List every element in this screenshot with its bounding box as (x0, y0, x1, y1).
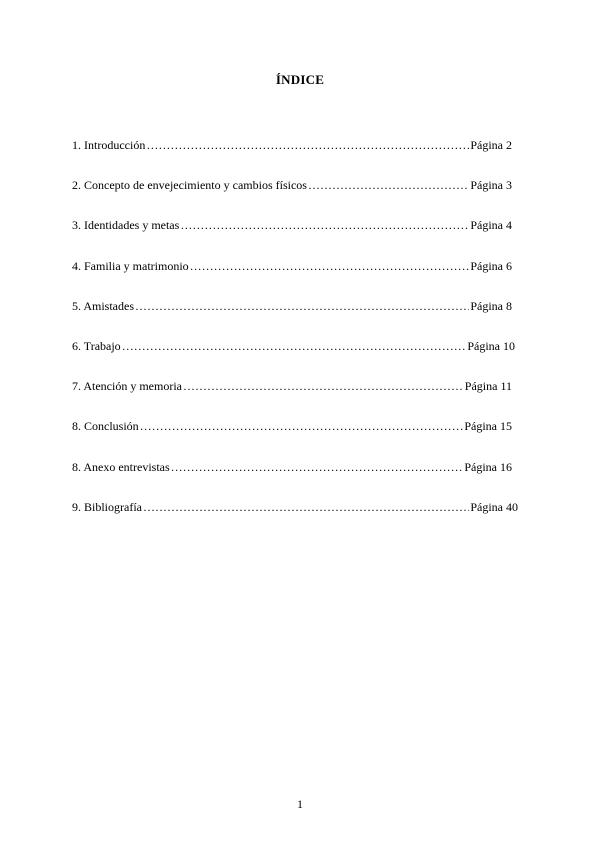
toc-entry (72, 259, 512, 299)
toc-entry-title: 8. Conclusión (72, 419, 139, 434)
toc-entry-page: Página 2 (470, 138, 512, 152)
toc-entry-page: Página 16 (464, 459, 512, 474)
toc-entry-title: 6. Trabajo (72, 338, 121, 353)
toc-entry-title: 5. Amistades (72, 298, 134, 313)
toc-entry-title: 3. Identidades y metas (72, 218, 180, 233)
toc-entry-page: Página 6 (470, 258, 512, 273)
toc-dot-leader (135, 299, 469, 314)
table-of-contents (72, 138, 518, 540)
toc-entry (72, 500, 518, 540)
toc-entry (72, 419, 512, 459)
toc-entry (72, 178, 512, 218)
toc-dot-leader (308, 178, 469, 193)
toc-entry-title: 4. Familia y matrimonio (72, 258, 189, 273)
toc-entry (72, 339, 515, 379)
toc-entry (72, 460, 512, 500)
toc-entry (72, 299, 512, 339)
toc-dot-leader (183, 379, 464, 394)
toc-entry (72, 218, 512, 258)
toc-dot-leader (180, 218, 469, 233)
toc-entry-title: 2. Concepto de envejecimiento y cambios físicos (72, 178, 307, 193)
page-title: ÍNDICE (275, 72, 325, 87)
page-number: 1 (297, 797, 303, 811)
toc-entry-page: Página 10 (467, 338, 515, 353)
toc-entry-title: 8. Anexo entrevistas (72, 459, 170, 474)
toc-entry-title: 9. Bibliografía (72, 499, 142, 514)
toc-dot-leader (190, 259, 470, 274)
toc-dot-leader (146, 138, 469, 153)
toc-entry-page: Página 4 (470, 218, 512, 233)
toc-entry-page: Página 11 (464, 379, 512, 394)
toc-entry-page: Página 15 (464, 419, 512, 434)
toc-entry-page: Página 8 (470, 298, 512, 313)
toc-entry (72, 379, 512, 419)
toc-dot-leader (122, 339, 467, 354)
toc-dot-leader (143, 500, 469, 515)
toc-entry-page: Página 3 (470, 178, 512, 193)
toc-dot-leader (140, 419, 464, 434)
toc-entry-page: Página 40 (470, 499, 518, 514)
toc-entry-title: 1. Introducción (72, 138, 146, 152)
toc-dot-leader (171, 460, 464, 475)
toc-entry (72, 138, 512, 178)
toc-entry-title: 7. Atención y memoria (72, 379, 182, 394)
